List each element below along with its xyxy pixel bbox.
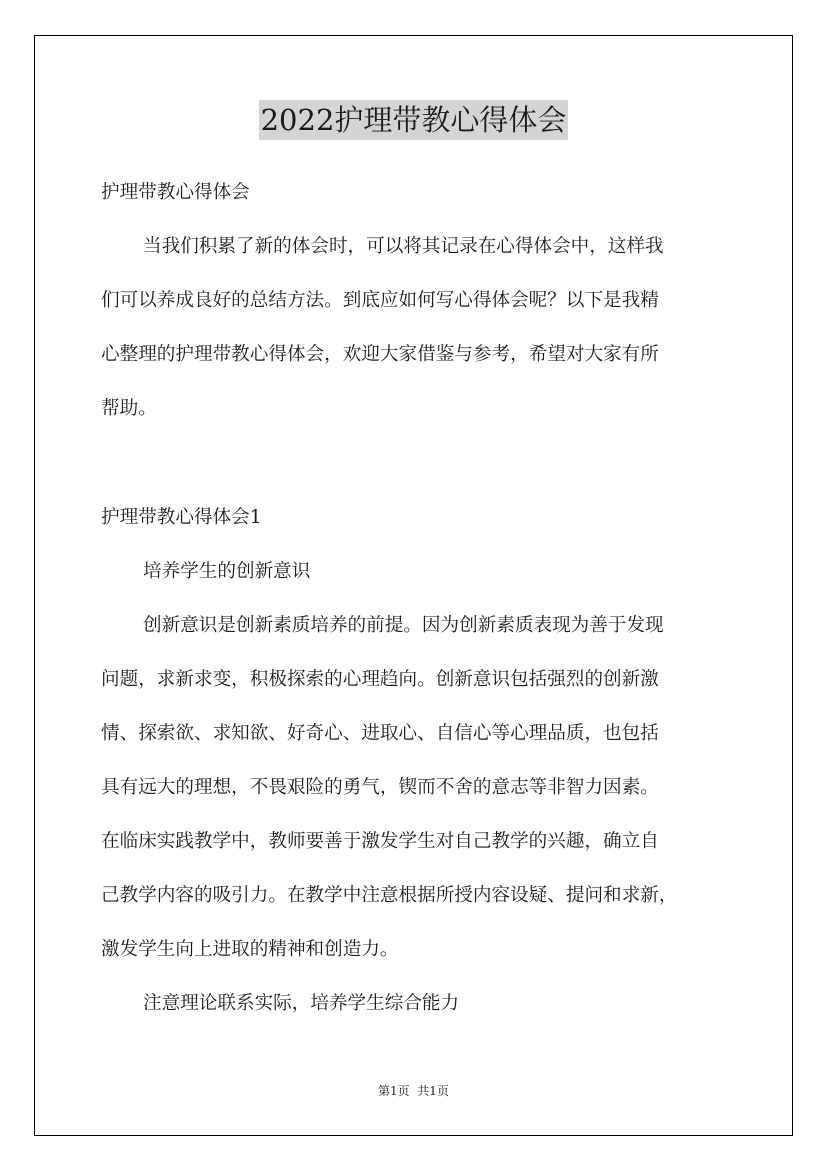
point-heading-1: 培养学生的创新意识	[143, 561, 311, 582]
section-heading: 护理带教心得体会	[101, 182, 250, 203]
body-line-3: 情、探索欲、求知欲、好奇心、进取心、自信心等心理品质，也包括	[101, 723, 659, 744]
body-line-1: 创新意识是创新素质培养的前提。因为创新素质表现为善于发现	[143, 615, 664, 636]
subsection-heading: 护理带教心得体会1	[101, 507, 262, 528]
body-line-6: 己教学内容的吸引力。在教学中注意根据所授内容设疑、提问和求新，	[101, 885, 678, 906]
intro-line-1: 当我们积累了新的体会时，可以将其记录在心得体会中，这样我	[143, 236, 664, 257]
intro-line-2: 们可以养成良好的总结方法。到底应如何写心得体会呢？以下是我精	[101, 290, 659, 311]
body-line-5: 在临床实践教学中，教师要善于激发学生对自己教学的兴趣，确立自	[101, 831, 659, 852]
title-container	[0, 100, 827, 140]
body-line-7: 激发学生向上进取的精神和创造力。	[101, 939, 399, 960]
intro-line-4: 帮助。	[101, 398, 157, 419]
point-heading-2: 注意理论联系实际，培养学生综合能力	[143, 993, 460, 1014]
document-title: 2022护理带教心得体会	[259, 100, 569, 140]
page-footer: 第1页 共1页	[378, 1084, 449, 1098]
body-line-2: 问题，求新求变，积极探索的心理趋向。创新意识包括强烈的创新激	[101, 669, 659, 690]
intro-line-3: 心整理的护理带教心得体会，欢迎大家借鉴与参考，希望对大家有所	[101, 344, 659, 365]
body-line-4: 具有远大的理想，不畏艰险的勇气，锲而不舍的意志等非智力因素。	[101, 777, 659, 798]
